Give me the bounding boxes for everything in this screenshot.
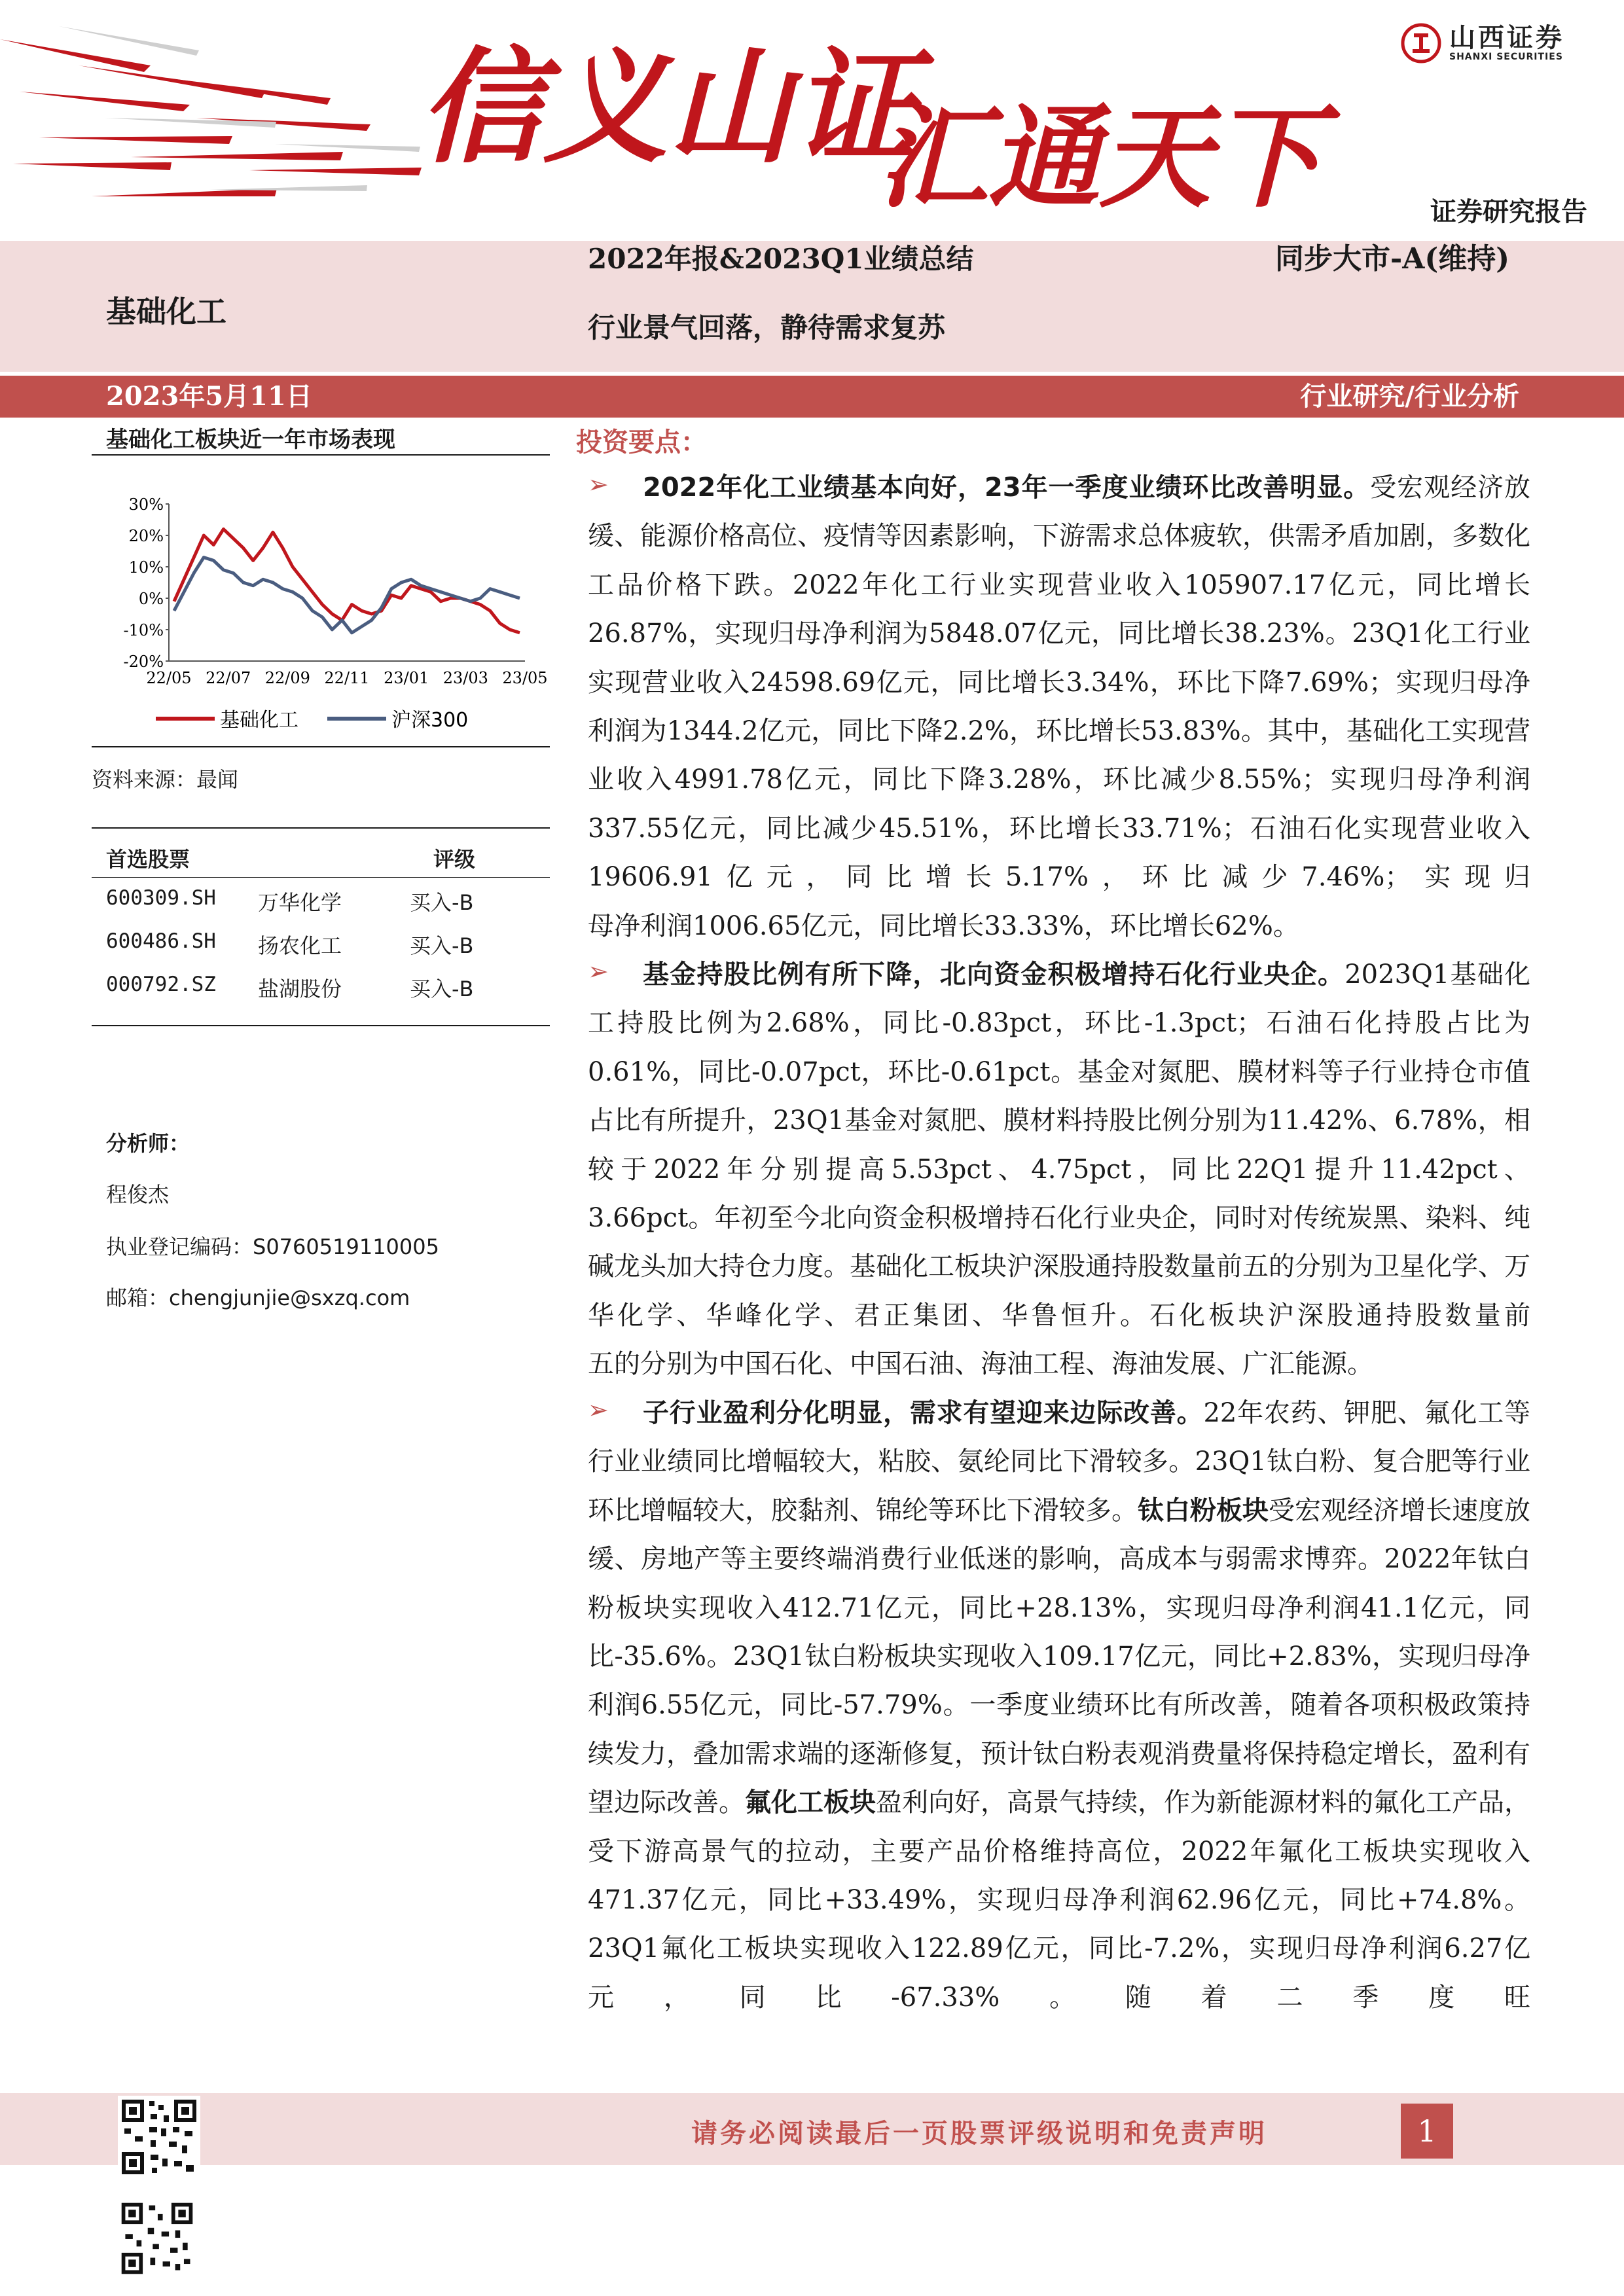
disclaimer-notice: 请务必阅读最后一页股票评级说明和免责声明 xyxy=(691,2118,1267,2149)
stock-code: 600309.SH xyxy=(106,886,216,910)
x-axis-ticks xyxy=(146,669,547,687)
divider xyxy=(92,454,550,456)
divider xyxy=(92,746,550,747)
industry-label: 基础化工 xyxy=(106,294,226,329)
bullet-text: 22年农药、钾肥、氟化工等行业业绩同比增幅较大，粘胶、氨纶同比下滑较多。23Q1钛白粉、复合肥等行业环比增幅较大，胶黏剂、锦纶等环比下滑较多。 xyxy=(588,1398,1530,1526)
slogan-part1: 信义山证 xyxy=(419,34,917,180)
bullet-bold-term: 钛白粉板块 xyxy=(1138,1495,1269,1526)
x-tick-label: 23/05 xyxy=(502,669,548,687)
bullet-arrow-icon: ➢ xyxy=(588,957,609,986)
bullet-text-tail: 母净利润1006.65亿元，同比增长33.33%，环比增长62%。 xyxy=(588,910,1299,941)
analyst-name: 程俊杰 xyxy=(106,1182,170,1207)
stock-code: 600486.SH xyxy=(106,929,216,953)
stocks-header: 首选股票 xyxy=(106,847,190,872)
legend-label-hs300: 沪深300 xyxy=(391,709,469,732)
chart-source: 资料来源：最闻 xyxy=(92,767,239,792)
x-tick-label: 23/03 xyxy=(442,669,488,687)
market-performance-chart xyxy=(92,471,550,746)
series-lines xyxy=(174,529,520,632)
divider xyxy=(92,1025,550,1026)
rating-header: 评级 xyxy=(433,847,476,872)
x-tick-label: 22/09 xyxy=(264,669,310,687)
bullet-paragraph xyxy=(588,950,1530,1389)
x-tick-label: 22/05 xyxy=(146,669,192,687)
x-tick-label: 22/11 xyxy=(324,669,370,687)
stock-name: 万华化学 xyxy=(258,890,342,915)
report-title: 2022年报&2023Q1业绩总结 xyxy=(588,243,974,275)
bullet-text: 盈利向好，高景气持续，作为新能源材料的氟化工产品，受下游高景气的拉动，主要产品价格维持高位，2022年氟化工板块实现收入471.37亿元，同比+33.49%，实现归母净利润62.96亿元，同比+74.8%。23Q1氟化工板块实现收入122.89亿元，同比-7.2%，实现归母净利润6.27亿元，同比-67.33%。随着二季度旺 xyxy=(588,1787,1530,2013)
y-tick-label: 20% xyxy=(128,527,164,545)
stock-row xyxy=(106,886,551,929)
chart-legend xyxy=(156,709,468,732)
legend-label-chem: 基础化工 xyxy=(220,709,298,732)
bullet-bold-term: 氟化工板块 xyxy=(745,1787,876,1818)
series-line-chem xyxy=(174,529,520,632)
bullet-lead: 基金持股比例有所下降，北向资金积极增持石化行业央企。 xyxy=(643,960,1345,990)
stock-name: 扬农化工 xyxy=(258,933,342,958)
report-subtitle: 行业景气回落，静待需求复苏 xyxy=(588,312,946,344)
x-tick-label: 23/01 xyxy=(384,669,429,687)
company-logo xyxy=(1401,17,1564,69)
stock-rating: 买入-B xyxy=(410,977,474,1001)
y-tick-label: 10% xyxy=(128,558,164,577)
logo-icon xyxy=(1401,23,1441,63)
bullet-text: 2023Q1基础化工持股比例为2.68%，同比-0.83pct，环比-1.3pct；石油石化持股占比为0.61%，同比-0.07pct，环比-0.61pct。基金对氮肥、膜材料等子行业持仓市值占比有所提升，23Q1基金对氮肥、膜材料持股比例分别为11.42%、6.78%，相较于2022年分别提高5.53pct、4.75pct，同比22Q1提升11.42pct、3.66pct。年初至今北向资金积极增持石化行业央企，同时对传统炭黑、染料、纯碱龙头加大持仓力度。基础化工板块沪深股通持股数量前五的分别为卫星化学、万华化学、华峰化学、君正集团、华鲁恒升。石化板块沪深股通持股数量前 xyxy=(588,960,1530,1331)
divider xyxy=(92,827,550,829)
flying-arrows-decoration xyxy=(0,39,422,196)
stock-rating: 买入-B xyxy=(410,890,474,915)
y-tick-label: 0% xyxy=(138,590,164,608)
chart-title: 基础化工板块近一年市场表现 xyxy=(106,427,395,453)
bullet-lead: 子行业盈利分化明显，需求有望迎来边际改善。 xyxy=(643,1398,1204,1428)
stock-row xyxy=(106,973,551,1016)
bullet-text: 受宏观经济放缓、能源价格高位、疫情等因素影响，下游需求总体疲软，供需矛盾加剧，多数化工品价格下跌。2022年化工行业实现营业收入105907.17亿元，同比增长26.87%，实现归母净利润为5848.07亿元，同比增长38.23%。23Q1化工行业实现营业收入24598.69亿元，同比增长3.34%，环比下降7.69%；实现归母净利润为1344.2亿元，同比下降2.2%，环比增长53.83%。其中，基础化工实现营业收入4991.78亿元，同比下降3.28%，环比减少8.55%；实现归母净利润337.55亿元，同比减少45.51%，环比增长33.71%；石油石化实现营业收入19606.91亿元，同比增长5.17%，环比减少7.46%；实现归 xyxy=(588,473,1531,893)
y-tick-label: 30% xyxy=(128,495,164,514)
report-date: 2023年5月11日 xyxy=(106,381,312,412)
bullet-arrow-icon: ➢ xyxy=(588,1395,609,1424)
bullet-arrow-icon: ➢ xyxy=(588,470,609,499)
divider xyxy=(92,877,550,878)
analyst-license: 执业登记编码：S0760519110005 xyxy=(106,1234,439,1259)
report-type-label: 证券研究报告 xyxy=(1430,197,1587,227)
research-type: 行业研究/行业分析 xyxy=(1300,382,1519,412)
x-tick-label: 22/07 xyxy=(206,669,251,687)
bullet-paragraph xyxy=(588,463,1530,950)
slogan-part2: 汇通天下 xyxy=(877,92,1323,223)
y-axis-ticks xyxy=(124,495,169,671)
qr-code-icon xyxy=(118,2199,196,2278)
page-number: 1 xyxy=(1401,2104,1453,2159)
bullet-paragraph xyxy=(588,1389,1530,2022)
industry-rating: 同步大市-A(维持) xyxy=(1275,242,1510,276)
section-heading: 投资要点： xyxy=(576,427,707,457)
stock-name: 盐湖股份 xyxy=(258,977,342,1001)
stock-code: 000792.SZ xyxy=(106,973,216,996)
bullet-text: 受宏观经济增长速度放缓、房地产等主要终端消费行业低迷的影响，高成本与弱需求博弈。2022年钛白粉板块实现收入412.71亿元，同比+28.13%，实现归母净利润41.1亿元，同比-35.6%。23Q1钛白粉板块实现收入109.17亿元，同比+2.83%，实现归母净利润6.55亿元，同比-57.79%。一季度业绩环比有所改善，随着各项积极政策持续发力，叠加需求端的逐渐修复，预计钛白粉表观消费量将保持稳定增长，盈利有望边际改善。 xyxy=(588,1495,1530,1818)
stock-list xyxy=(106,886,551,1016)
y-tick-label: -20% xyxy=(123,653,164,671)
analyst-label: 分析师： xyxy=(106,1131,190,1156)
header-banner xyxy=(0,0,1624,242)
stock-rating: 买入-B xyxy=(410,933,474,958)
stock-row xyxy=(106,929,551,973)
bullet-lead: 2022年化工业绩基本向好，23年一季度业绩环比改善明显。 xyxy=(643,473,1371,503)
y-tick-label: -10% xyxy=(123,621,164,639)
analyst-email[interactable]: 邮箱：chengjunjie@sxzq.com xyxy=(106,1285,410,1310)
qr-code-icon xyxy=(118,2096,200,2178)
series-line-hs300 xyxy=(174,558,520,633)
logo-text-cn: 山西证券 xyxy=(1449,23,1564,53)
logo-text-en: SHANXI SECURITIES xyxy=(1449,52,1563,62)
bullet-text-tail: 五的分别为中国石化、中国石油、海油工程、海油发展、广汇能源。 xyxy=(588,1349,1373,1380)
